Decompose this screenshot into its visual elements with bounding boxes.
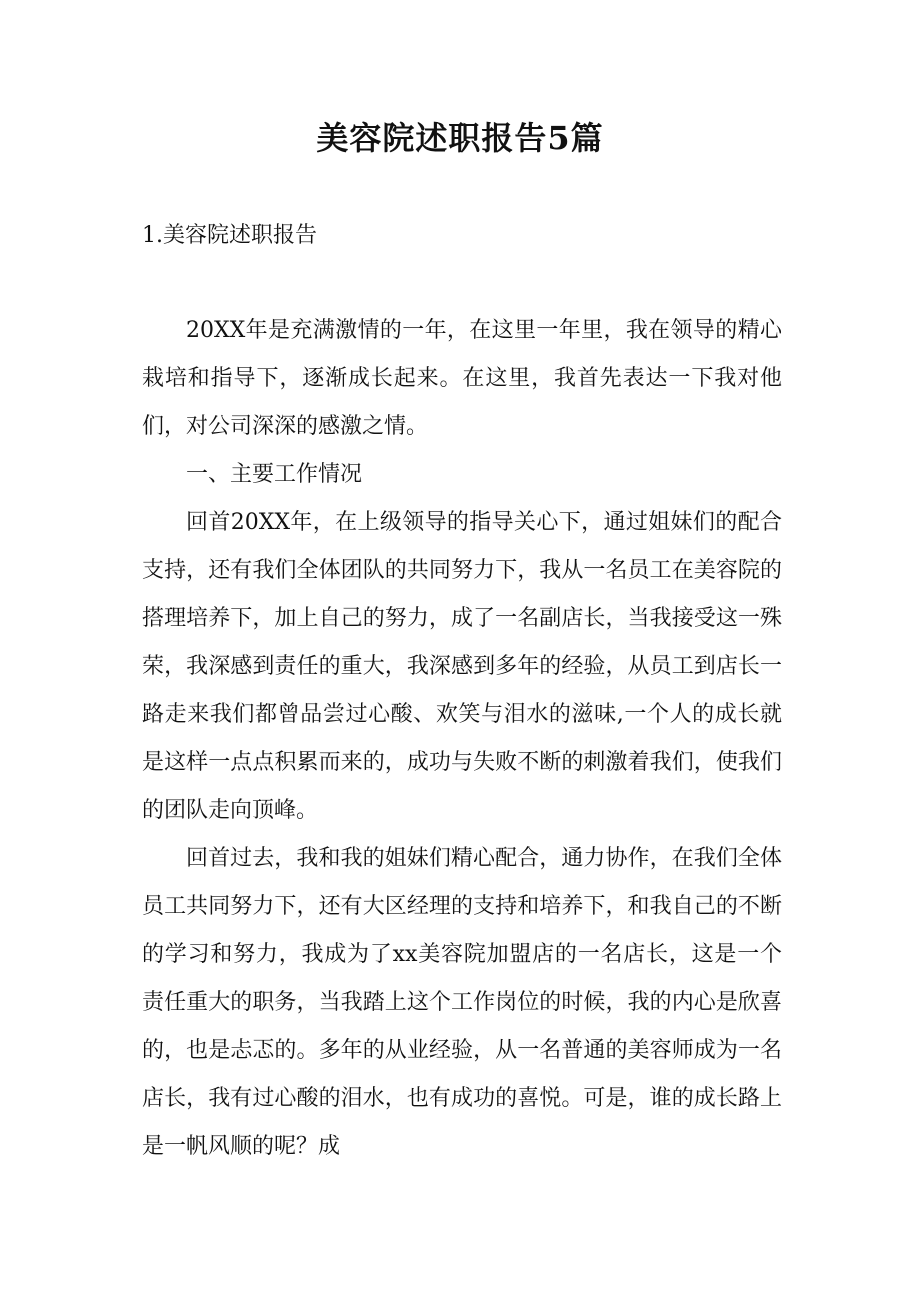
- paragraph-review-year: 回首20XX年，在上级领导的指导关心下，通过姐妹们的配合支持，还有我们全体团队的共同努力下，我从一名员工在美容院的搭理培养下，加上自己的努力，成了一名副店长，当我接受这一殊荣，我深感到责任的重大，我深感到多年的经验，从员工到店长一路走来我们都曾品尝过心酸、欢笑与泪水的滋味,一个人的成长就是这样一点点积累而来的，成功与失败不断的刺激着我们，使我们的团队走向顶峰。: [142, 510, 782, 823]
- document-title: 美容院述职报告5篇: [316, 119, 604, 157]
- document-body: [142, 307, 782, 1171]
- paragraph-intro: 20XX年是充满激情的一年，在这里一年里，我在领导的精心栽培和指导下，逐渐成长起来。在这里，我首先表达一下我对他们，对公司深深的感激之情。: [142, 318, 782, 439]
- paragraph-review-past: 回首过去，我和我的姐妹们精心配合，通力协作，在我们全体员工共同努力下，还有大区经理的支持和培养下，和我自己的不断的学习和努力，我成为了xx美容院加盟店的一名店长，这是一个责任重大的职务，当我踏上这个工作岗位的时候，我的内心是欣喜的，也是忐忑的。多年的从业经验，从一名普通的美容师成为一名店长，我有过心酸的泪水，也有成功的喜悦。可是，谁的成长路上是一帆风顺的呢？成: [142, 846, 782, 1159]
- section-heading: 1.美容院述职报告: [142, 223, 317, 248]
- subheading-work-summary: 一、主要工作情况: [186, 462, 363, 487]
